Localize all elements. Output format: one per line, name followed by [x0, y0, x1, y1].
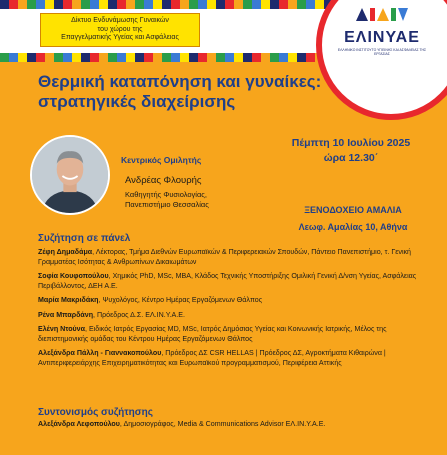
pattern-square	[54, 53, 63, 62]
pattern-square	[108, 0, 117, 9]
pattern-square	[108, 53, 117, 62]
network-line: Επαγγελματικής Υγείας και Ασφάλειας	[61, 34, 179, 42]
pattern-square	[45, 53, 54, 62]
pattern-square	[216, 0, 225, 9]
venue-address: Λεωφ. Αμαλίας 10, Αθήνα	[298, 222, 408, 232]
elinyae-logo	[334, 4, 430, 64]
event-datetime	[276, 136, 426, 166]
pattern-square	[27, 0, 36, 9]
event-title	[38, 72, 338, 112]
panel-member	[38, 311, 438, 321]
event-time: ώρα 12.30΄	[323, 152, 379, 164]
pattern-square	[153, 0, 162, 9]
speaker-role: Κεντρικός Ομιλητής	[121, 155, 202, 165]
logo-name: ΕΛΙΝΥΑΕ	[344, 29, 420, 46]
pattern-square	[54, 0, 63, 9]
pattern-square	[0, 53, 9, 62]
pattern-square	[189, 0, 198, 9]
pattern-square	[117, 0, 126, 9]
panel-member	[38, 325, 438, 344]
pattern-square	[45, 0, 54, 9]
pattern-square	[18, 53, 27, 62]
pattern-square	[279, 53, 288, 62]
panel-member	[38, 248, 438, 267]
pattern-square	[162, 53, 171, 62]
pattern-square	[126, 0, 135, 9]
pattern-square	[72, 53, 81, 62]
member-name: Ελένη Ντούνα	[38, 325, 85, 333]
speaker-portrait	[32, 137, 108, 213]
member-desc: , Πρόεδρος Δ.Σ. ΕΛ.ΙΝ.Υ.Α.Ε.	[93, 310, 185, 319]
pattern-square	[306, 0, 315, 9]
pattern-square	[81, 53, 90, 62]
event-venue	[268, 202, 438, 236]
pattern-square	[225, 0, 234, 9]
pattern-square	[261, 0, 270, 9]
member-desc: , Ειδικός Ιατρός Εργασίας MD, MSc, Ιατρός Δημόσιας Υγείας και Κοινωνικής Ιατρικής, Μέλος της διεπιστημονικής ομάδας του Κέντρου Ημέρας Εργαζόμενων Θάλπος	[38, 325, 387, 343]
pattern-square	[126, 53, 135, 62]
pattern-square	[207, 0, 216, 9]
pattern-square	[243, 53, 252, 62]
pattern-square	[306, 53, 315, 62]
moderator-line	[38, 420, 438, 428]
pattern-square	[144, 0, 153, 9]
member-name: Αλεξάνδρα Πάλλη - Γιαννακοπούλου	[38, 349, 162, 357]
pattern-square	[18, 0, 27, 9]
event-date: Πέμπτη 10 Ιουλίου 2025	[291, 137, 411, 149]
logo-subtitle: ΕΛΛΗΝΙΚΟ ΙΝΣΤΙΤΟΥΤΟ ΥΓΙΕΙΝΗΣ ΚΑΙ ΑΣΦΑΛΕΙΑΣ ΤΗΣ ΕΡΓΑΣΙΑΣ	[337, 48, 427, 56]
pattern-square	[288, 0, 297, 9]
logo-mark-icon	[354, 6, 410, 22]
pattern-square	[144, 53, 153, 62]
speaker-affiliation	[125, 190, 209, 209]
pattern-square	[90, 0, 99, 9]
member-name: Ζέφη Δημαδάμα	[38, 248, 93, 256]
pattern-square	[234, 53, 243, 62]
pattern-square	[99, 53, 108, 62]
member-desc: , Χημικός PhD, MSc, MBA, Κλάδος Τεχνικής Υποστήριξης Ομιλική Γενική Δ/νση Υγείας, Ασφάλειας Περιβάλλοντος, ΔΕΗ Α.Ε.	[38, 272, 417, 290]
pattern-square	[315, 0, 324, 9]
pattern-square	[297, 0, 306, 9]
pattern-square	[297, 53, 306, 62]
pattern-square	[279, 0, 288, 9]
pattern-square	[81, 0, 90, 9]
pattern-square	[243, 0, 252, 9]
pattern-square	[261, 53, 270, 62]
pattern-square	[225, 53, 234, 62]
affiliation-line: Πανεπιστήμιο Θεσσαλίας	[125, 199, 209, 209]
pattern-square	[171, 53, 180, 62]
pattern-square	[99, 0, 108, 9]
member-desc: , Λέκτορας, Τμήμα Διεθνών Ευρωπαϊκών & Περιφερειακών Σπουδών, Πάντειο Πανεπιστήμιο, τ. Γενική Γραμματέας Ισότητας & Ανθρωπίνων Δικαιωμάτων	[38, 248, 412, 266]
pattern-square	[9, 0, 18, 9]
pattern-square	[189, 53, 198, 62]
pattern-square	[171, 0, 180, 9]
pattern-square	[72, 0, 81, 9]
pattern-square	[162, 0, 171, 9]
pattern-square	[117, 53, 126, 62]
title-line: Θερμική καταπόνηση και γυναίκες:	[38, 72, 322, 91]
venue-name: ΞΕΝΟΔΟΧΕΙΟ ΑΜΑΛΙΑ	[304, 205, 402, 215]
member-name: Σοφία Κουφοπούλου	[38, 272, 109, 280]
member-desc: , Ψυχολόγος, Κέντρο Ημέρας Εργαζόμενων Θάλπος	[98, 296, 263, 304]
network-badge	[40, 13, 200, 47]
panel-member	[38, 296, 438, 306]
pattern-square	[90, 53, 99, 62]
pattern-square	[135, 0, 144, 9]
pattern-square	[198, 53, 207, 62]
speaker-name: Ανδρέας Φλουρής	[125, 175, 202, 186]
pattern-square	[135, 53, 144, 62]
pattern-square	[27, 53, 36, 62]
pattern-square	[36, 0, 45, 9]
panel-member	[38, 272, 438, 291]
member-name: Ρένα Μπαρδάνη	[38, 310, 94, 319]
pattern-square	[234, 0, 243, 9]
pattern-square	[198, 0, 207, 9]
pattern-square	[288, 53, 297, 62]
pattern-square	[270, 0, 279, 9]
pattern-square	[207, 53, 216, 62]
speaker-photo	[30, 135, 110, 215]
pattern-square	[252, 53, 261, 62]
pattern-square	[180, 53, 189, 62]
affiliation-line: Καθηγητής Φυσιολογίας,	[125, 190, 208, 199]
network-line: του χώρου της	[97, 25, 143, 33]
pattern-square	[216, 53, 225, 62]
pattern-square	[180, 0, 189, 9]
panel-member	[38, 349, 438, 368]
member-name: Μαρία Μακριδάκη	[38, 296, 99, 304]
panel-list	[38, 248, 438, 373]
pattern-square	[0, 0, 9, 9]
member-desc: , Πρόεδρος ΔΣ CSR HELLAS | Πρόεδρος ΔΣ, Αγροκτήματα Κιθαιρώνα | Αντιπεριφερειάρχης Επιχειρηματικότητας και Ευρωπαϊκού προγραμματισμού, Περιφέρεια Αττικής	[38, 349, 386, 367]
moderator-name: Αλεξάνδρα Λεφοπούλου	[38, 420, 120, 428]
title-line: στρατηγικές διαχείρισης	[38, 92, 236, 111]
pattern-square	[63, 0, 72, 9]
pattern-square	[9, 53, 18, 62]
panel-title: Συζήτηση σε πάνελ	[38, 233, 131, 244]
pattern-square	[63, 53, 72, 62]
moderator-desc: , Δημοσιογράφος, Media & Communications Advisor ΕΛ.ΙΝ.Υ.Α.Ε.	[119, 420, 326, 428]
pattern-square	[153, 53, 162, 62]
network-line: Δίκτυο Ενδυνάμωσης Γυναικών	[71, 17, 169, 25]
pattern-square	[36, 53, 45, 62]
moderator-title: Συντονισμός συζήτησης	[38, 407, 153, 418]
pattern-square	[270, 53, 279, 62]
pattern-square	[252, 0, 261, 9]
